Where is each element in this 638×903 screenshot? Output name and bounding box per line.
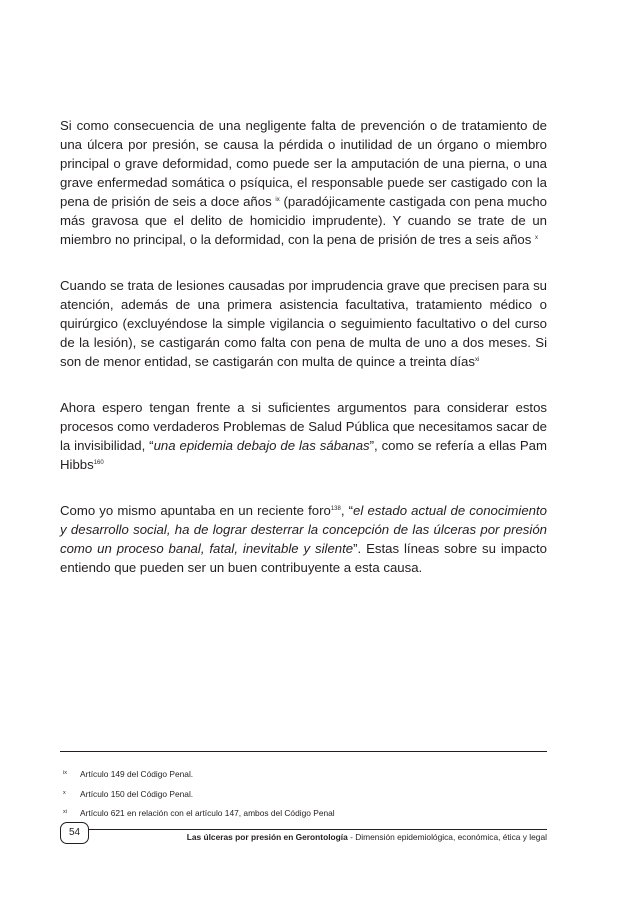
- paragraph-text: Cuando se trata de lesiones causadas por imprudencia grave que precisen para su atención, además de una primera asistencia facultativa, tratamiento médico o quirúrgico (excluyéndose la simple vigilancia o seguimiento facultativo o del curso de la lesión), se castigarán como falta con pena de multa de uno a dos meses. Si son de menor entidad, se castigarán con multa de quince a treinta días: [60, 278, 547, 369]
- footnote-text: Artículo 621 en relación con el artículo 147, ambos del Código Penal: [80, 808, 335, 818]
- footnote-ref[interactable]: ix: [275, 197, 280, 203]
- paragraph-text: ”. Estas líneas sobre su impacto entiendo que pueden ser un buen contribuyente a esta causa.: [60, 541, 547, 575]
- book-subtitle: - Dimensión epidemiológica, económica, ética y legal: [347, 832, 547, 842]
- book-title: Las úlceras por presión en Gerontología: [186, 832, 348, 842]
- paragraph-forum-quote: [60, 501, 547, 577]
- paragraph-text: Si como consecuencia de una negligente falta de prevención o de tratamiento de una úlcera por presión, se causa la pérdida o inutilidad de un órgano o miembro principal o grave deformidad, como puede ser la amputación de una pierna, o una grave enfermedad somática o psíquica, el responsable puede ser castigado con la pena de prisión de seis a doce años: [60, 118, 547, 209]
- footnote-number: xi: [63, 809, 67, 815]
- footnote-number: x: [63, 789, 66, 796]
- paragraph-text: Ahora espero tengan frente a si suficientes argumentos para considerar estos procesos como verdaderos Problemas de Salud Pública que necesitamos sacar de la invisibilidad, “: [60, 400, 547, 453]
- footnote-item: [63, 788, 547, 800]
- citation-ref[interactable]: 160: [93, 460, 104, 466]
- footnote-text: Artículo 149 del Código Penal.: [80, 769, 194, 779]
- paragraph-text: ”, como se refería a ellas Pam Hibbs: [60, 438, 547, 472]
- footnote-number: ix: [63, 770, 67, 776]
- page-number: 54: [60, 822, 89, 844]
- quote-italic: una epidemia debajo de las sábanas: [153, 438, 370, 453]
- footnote-item: [63, 768, 547, 780]
- footer-divider: [68, 829, 547, 830]
- footnote-item: [63, 807, 547, 819]
- paragraph-penalties-grave: [60, 116, 547, 249]
- paragraph-penalties-minor: [60, 276, 547, 371]
- footnote-divider: [60, 751, 547, 752]
- paragraph-text: (paradójicamente castigada con pena mucho más gravosa que el delito de homicidio imprudente). Y cuando se trate de un miembro no principal, o la deformidad, con la pena de prisión de tres a seis años: [60, 194, 547, 247]
- paragraph-text: , “: [340, 503, 354, 518]
- paragraph-public-health: [60, 398, 547, 474]
- running-footer: [187, 832, 547, 843]
- footnote-ref[interactable]: x: [535, 235, 539, 241]
- footnotes: [63, 768, 547, 827]
- footnote-ref[interactable]: xi: [474, 357, 480, 363]
- body-text: [60, 116, 547, 604]
- citation-ref[interactable]: 138: [330, 506, 341, 512]
- quote-italic: el estado actual de conocimiento y desarrollo social, ha de lograr desterrar la concepción de las úlceras por presión como un proceso banal, fatal, inevitable y silente: [60, 503, 547, 556]
- footnote-text: Artículo 150 del Código Penal.: [80, 788, 194, 799]
- paragraph-text: Como yo mismo apuntaba en un reciente foro: [60, 503, 331, 518]
